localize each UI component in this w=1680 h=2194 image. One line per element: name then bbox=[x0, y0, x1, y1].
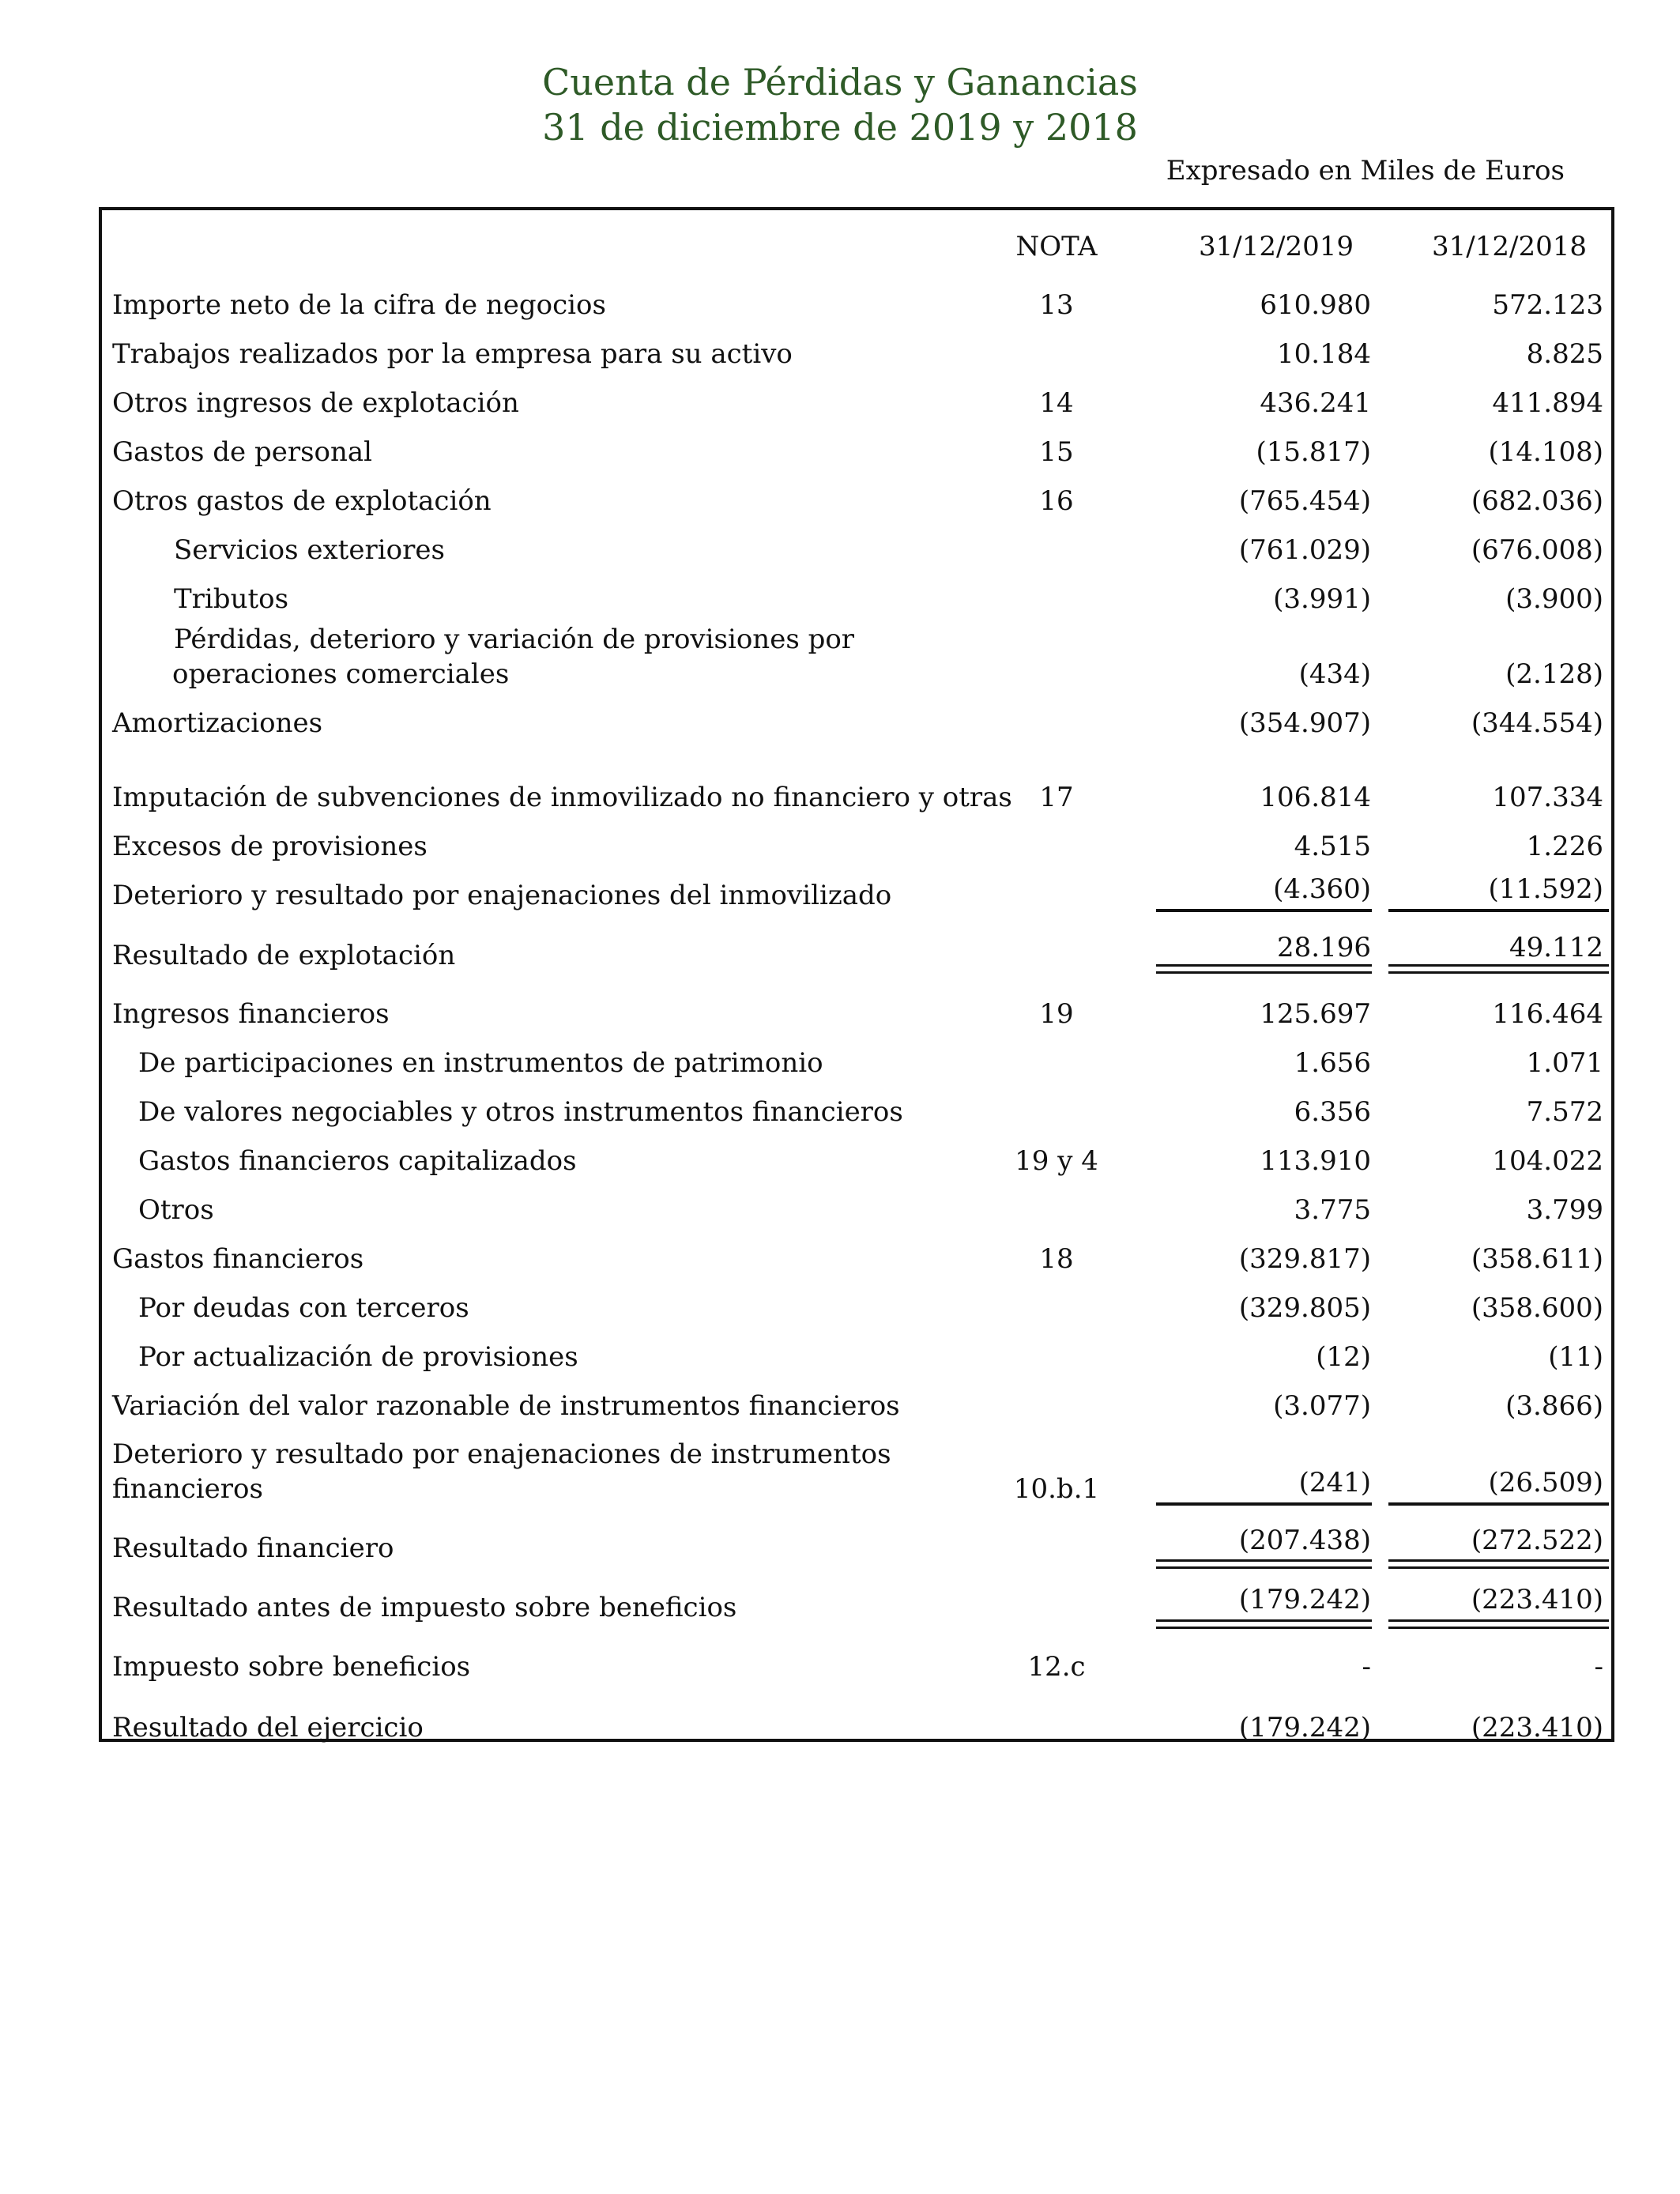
row-label: De participaciones en instrumentos de patrimonio bbox=[138, 1047, 823, 1079]
row-value-2018: (11) bbox=[1548, 1341, 1603, 1373]
row-value-2019: 125.697 bbox=[1260, 998, 1371, 1030]
row-value-2018: (2.128) bbox=[1505, 658, 1603, 690]
row-value-2018: (682.036) bbox=[1471, 485, 1603, 517]
row-value-2018: 49.112 bbox=[1509, 932, 1603, 963]
row-value-2019: (761.029) bbox=[1238, 534, 1371, 566]
row-label: Gastos financieros bbox=[112, 1243, 364, 1275]
row-value-2019: (3.991) bbox=[1273, 583, 1371, 615]
row-value-2019: 1.656 bbox=[1294, 1047, 1371, 1079]
title-line-1: Cuenta de Pérdidas y Ganancias bbox=[542, 61, 1138, 104]
row-label-line-1: Pérdidas, deterioro y variación de provisiones por bbox=[174, 624, 855, 655]
row-nota: 19 bbox=[1039, 998, 1074, 1030]
row-label: Impuesto sobre beneficios bbox=[112, 1651, 471, 1683]
row-value-2018: (14.108) bbox=[1488, 436, 1603, 468]
row-value-2018: 3.799 bbox=[1526, 1194, 1603, 1226]
row-value-2018: (358.611) bbox=[1471, 1243, 1603, 1275]
row-value-2019: - bbox=[1362, 1651, 1371, 1683]
table-row bbox=[0, 545, 1680, 616]
row-value-2019: (329.805) bbox=[1238, 1292, 1371, 1324]
row-value-2018: 7.572 bbox=[1526, 1096, 1603, 1128]
row-label-line-2: operaciones comerciales bbox=[172, 658, 510, 690]
row-label: Variación del valor razonable de instrumentos financieros bbox=[112, 1390, 900, 1422]
row-value-2019: (15.817) bbox=[1256, 436, 1371, 468]
row-value-2019: (434) bbox=[1298, 658, 1371, 690]
row-value-2018: (223.410) bbox=[1471, 1712, 1603, 1744]
table-row bbox=[0, 669, 1680, 741]
row-value-2019: 113.910 bbox=[1260, 1145, 1371, 1177]
row-nota: 13 bbox=[1039, 289, 1074, 321]
row-value-2019: (354.907) bbox=[1238, 707, 1371, 739]
row-value-2019: 6.356 bbox=[1294, 1096, 1371, 1128]
row-label: Gastos de personal bbox=[112, 436, 373, 468]
row-value-2019: (3.077) bbox=[1273, 1390, 1371, 1422]
row-label: Servicios exteriores bbox=[174, 534, 445, 566]
row-label: Tributos bbox=[174, 583, 289, 615]
row-label: De valores negociables y otros instrumentos financieros bbox=[138, 1096, 903, 1128]
unit-note: Expresado en Miles de Euros bbox=[1166, 155, 1565, 187]
row-nota: 10.b.1 bbox=[1013, 1473, 1100, 1505]
table-row-total bbox=[0, 1674, 1680, 1745]
header-nota: NOTA bbox=[1015, 231, 1098, 262]
row-value-2019: (179.242) bbox=[1238, 1712, 1371, 1744]
row-value-2018: (3.866) bbox=[1505, 1390, 1603, 1422]
row-nota: 14 bbox=[1039, 387, 1074, 419]
row-label: Excesos de provisiones bbox=[112, 831, 428, 862]
row-value-2019: 10.184 bbox=[1277, 338, 1371, 370]
row-value-2018: (223.410) bbox=[1471, 1584, 1603, 1615]
row-value-2018: 572.123 bbox=[1492, 289, 1603, 321]
row-label: Resultado del ejercicio bbox=[112, 1712, 424, 1744]
row-value-2019: 610.980 bbox=[1260, 289, 1371, 321]
row-label: Resultado financiero bbox=[112, 1532, 394, 1564]
row-value-2018: 107.334 bbox=[1492, 782, 1603, 813]
row-label-line-1: Deterioro y resultado por enajenaciones de instrumentos bbox=[112, 1438, 891, 1470]
row-label: Ingresos financieros bbox=[112, 998, 390, 1030]
row-value-2019: (12) bbox=[1316, 1341, 1371, 1373]
row-value-2018: 1.071 bbox=[1526, 1047, 1603, 1079]
header-2019: 31/12/2019 bbox=[1199, 231, 1354, 262]
row-value-2018: (344.554) bbox=[1471, 707, 1603, 739]
row-value-2019: 4.515 bbox=[1294, 831, 1371, 862]
row-value-2018: (358.600) bbox=[1471, 1292, 1603, 1324]
row-value-2019: (765.454) bbox=[1238, 485, 1371, 517]
row-value-2019: 106.814 bbox=[1260, 782, 1371, 813]
row-label: Otros bbox=[138, 1194, 214, 1226]
row-label: Resultado antes de impuesto sobre beneficios bbox=[112, 1592, 737, 1623]
row-nota: 17 bbox=[1039, 782, 1074, 813]
row-nota: 19 y 4 bbox=[1015, 1145, 1098, 1177]
row-value-2019: (241) bbox=[1298, 1467, 1371, 1498]
row-value-2018: (26.509) bbox=[1488, 1467, 1603, 1498]
row-label: Imputación de subvenciones de inmovilizado no financiero y otras bbox=[112, 782, 1012, 813]
row-value-2018: - bbox=[1594, 1651, 1603, 1683]
row-value-2018: 8.825 bbox=[1526, 338, 1603, 370]
row-value-2018: 411.894 bbox=[1492, 387, 1603, 419]
row-value-2018: (11.592) bbox=[1488, 873, 1603, 905]
table-row bbox=[0, 1352, 1680, 1423]
row-label: Otros ingresos de explotación bbox=[112, 387, 519, 419]
row-label: Gastos financieros capitalizados bbox=[138, 1145, 577, 1177]
row-label: Trabajos realizados por la empresa para su activo bbox=[112, 338, 793, 370]
row-label: Resultado de explotación bbox=[112, 940, 456, 971]
row-label-line-2: financieros bbox=[112, 1473, 263, 1505]
row-value-2018: (676.008) bbox=[1471, 534, 1603, 566]
row-value-2018: 1.226 bbox=[1526, 831, 1603, 862]
row-nota: 12.c bbox=[1027, 1651, 1086, 1683]
row-value-2019: (207.438) bbox=[1238, 1525, 1371, 1556]
row-value-2019: (179.242) bbox=[1238, 1584, 1371, 1615]
row-nota: 15 bbox=[1039, 436, 1074, 468]
row-label: Por actualización de provisiones bbox=[138, 1341, 578, 1373]
row-nota: 16 bbox=[1039, 485, 1074, 517]
header-2018: 31/12/2018 bbox=[1432, 231, 1587, 262]
row-value-2019: (4.360) bbox=[1273, 873, 1371, 905]
row-value-2019: 28.196 bbox=[1277, 932, 1371, 963]
row-value-2018: (3.900) bbox=[1505, 583, 1603, 615]
row-nota: 18 bbox=[1039, 1243, 1074, 1275]
row-label: Por deudas con terceros bbox=[138, 1292, 469, 1324]
row-label: Amortizaciones bbox=[112, 707, 323, 739]
document-title bbox=[0, 60, 1680, 150]
row-label: Otros gastos de explotación bbox=[112, 485, 492, 517]
row-value-2018: 116.464 bbox=[1492, 998, 1603, 1030]
row-value-2019: 436.241 bbox=[1260, 387, 1371, 419]
row-label: Deterioro y resultado por enajenaciones del inmovilizado bbox=[112, 880, 892, 911]
row-value-2018: (272.522) bbox=[1471, 1525, 1603, 1556]
row-value-2018: 104.022 bbox=[1492, 1145, 1603, 1177]
row-value-2019: (329.817) bbox=[1238, 1243, 1371, 1275]
row-label: Importe neto de la cifra de negocios bbox=[112, 289, 606, 321]
title-line-2: 31 de diciembre de 2019 y 2018 bbox=[542, 106, 1138, 149]
row-value-2019: 3.775 bbox=[1294, 1194, 1371, 1226]
